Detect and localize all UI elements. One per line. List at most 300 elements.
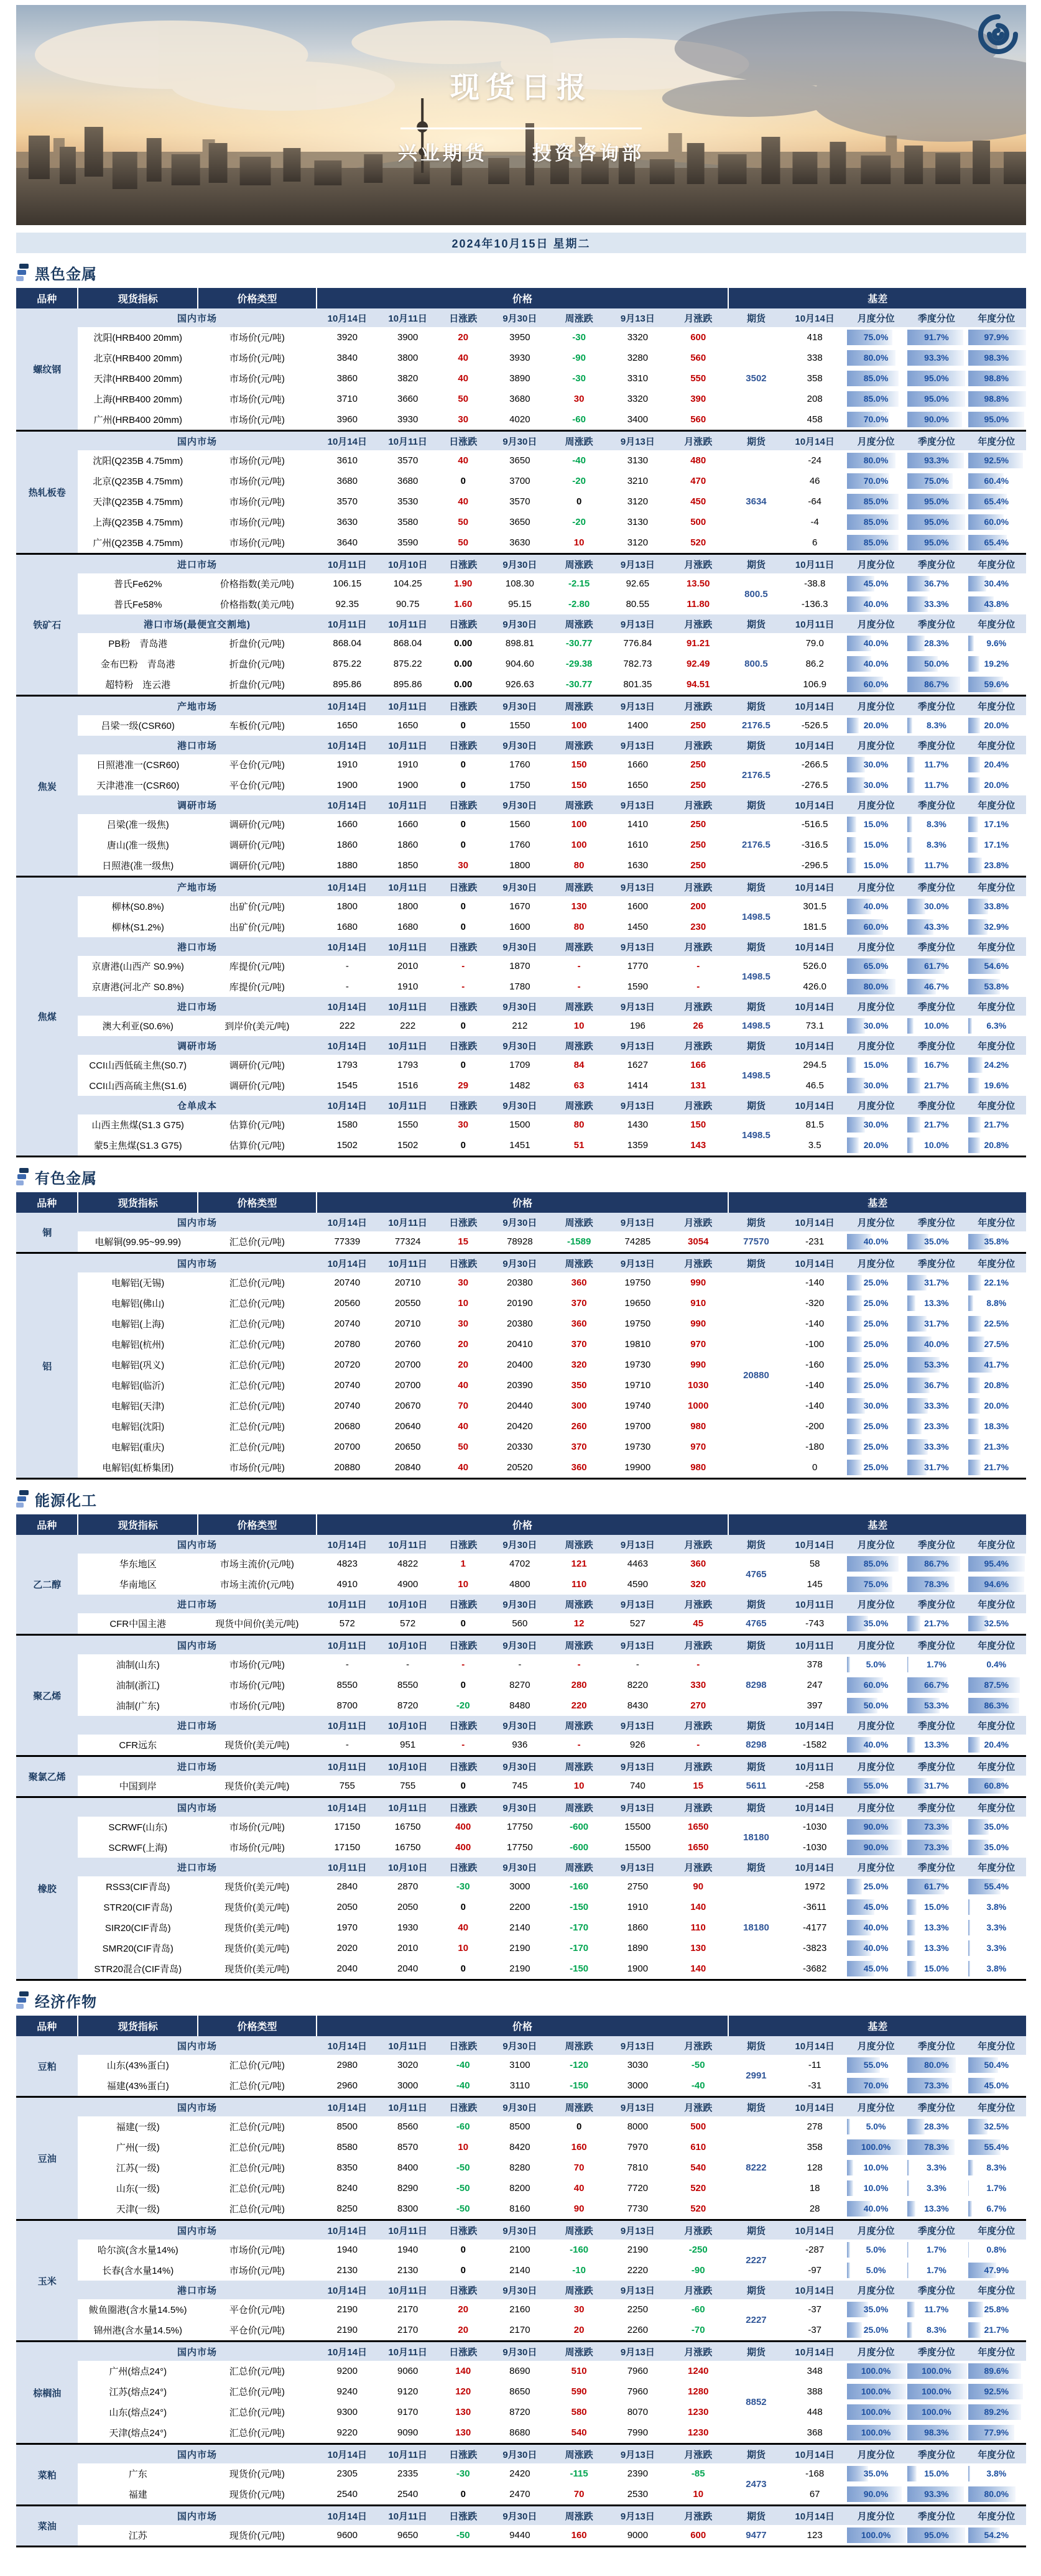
change-cell: 230 <box>668 917 728 937</box>
percentile-databar-cell: 54.6% <box>967 956 1026 976</box>
percentile-bar <box>968 1275 981 1290</box>
basis-cell: 145 <box>784 1574 845 1595</box>
change-cell: 0 <box>437 917 489 937</box>
header-col-indicator: 现货指标 <box>78 1514 198 1535</box>
price-cell: 8220 <box>608 1675 668 1695</box>
price-cell: 19730 <box>608 1355 668 1375</box>
header-col-basis-group: 基差 <box>728 1192 1026 1213</box>
column-date-label: 9月30日 <box>489 2281 550 2299</box>
header-col-basis-group: 基差 <box>728 1514 1026 1535</box>
indicator-cell: 金布巴粉 青岛港 <box>78 654 198 674</box>
percentile-databar-cell: 30.0% <box>846 1396 906 1416</box>
basis-cell: -320 <box>784 1293 845 1313</box>
price-cell: 1870 <box>489 956 550 976</box>
price-type-cell: 现货价(美元/吨) <box>198 1876 317 1897</box>
change-cell: 500 <box>668 512 728 532</box>
percentile-databar-cell: 11.7% <box>906 775 966 795</box>
percentile-databar-cell: 97.9% <box>967 327 1026 348</box>
percentile-databar-cell: 9.6% <box>967 633 1026 654</box>
price-cell: 1451 <box>489 1135 550 1157</box>
percentile-databar-cell: 15.0% <box>846 835 906 855</box>
change-cell: -170 <box>551 1917 608 1938</box>
price-cell: 3630 <box>489 532 550 554</box>
percentile-databar-cell: 70.0% <box>846 471 906 491</box>
basis-cell: -1582 <box>784 1735 845 1756</box>
price-cell: 1800 <box>489 855 550 877</box>
price-type-cell: 调研价(元/吨) <box>198 814 317 835</box>
column-date-label: 10月11日 <box>317 614 378 633</box>
price-cell: 3640 <box>317 532 378 554</box>
change-cell: 0 <box>551 2116 608 2137</box>
indicator-cell: 普氏Fe62% <box>78 573 198 594</box>
percentile-databar-cell: 25.0% <box>846 1293 906 1313</box>
column-date-label: 期货 <box>728 1036 784 1055</box>
percentile-bar <box>847 837 856 853</box>
percentile-databar-cell: 35.0% <box>846 2463 906 2484</box>
price-cell: 1680 <box>378 917 437 937</box>
price-cell: 1860 <box>378 835 437 855</box>
indicator-cell: 柳林(S0.8%) <box>78 896 198 917</box>
header-col-price-group: 价格 <box>317 2016 729 2036</box>
market-label: 进口市场 <box>78 997 316 1016</box>
column-date-label: 期货 <box>728 2444 784 2464</box>
org-name: 兴业期货 <box>398 137 488 165</box>
percentile-databar-cell: 10.0% <box>906 1016 966 1036</box>
change-cell: -10 <box>551 2260 608 2281</box>
change-cell: 300 <box>551 1396 608 1416</box>
column-date-label: 9月13日 <box>608 1535 668 1554</box>
price-cell: 2140 <box>489 2260 550 2281</box>
column-date-label: 日涨跌 <box>437 614 489 633</box>
price-cell: 7730 <box>608 2198 668 2220</box>
column-date-label: 月涨跌 <box>668 554 728 574</box>
variety-label: 热轧板卷 <box>16 431 78 554</box>
percentile-databar-cell: 25.8% <box>967 2299 1026 2320</box>
percentile-databar-cell: 8.3% <box>906 835 966 855</box>
price-cell: 1860 <box>608 1917 668 1938</box>
percentile-bar <box>968 1737 980 1753</box>
change-cell: - <box>551 956 608 976</box>
price-type-cell: 现货价(美元/吨) <box>198 1917 317 1938</box>
column-date-label: 年度分位 <box>967 736 1026 754</box>
change-cell: 0 <box>437 471 489 491</box>
column-date-label: 年度分位 <box>967 1096 1026 1114</box>
change-cell: 80 <box>551 855 608 877</box>
percentile-bar <box>847 2242 850 2258</box>
column-date-label: 10月14日 <box>784 1535 845 1554</box>
price-cell: 1590 <box>608 976 668 997</box>
price-cell: 3840 <box>317 348 378 368</box>
indicator-cell: 京唐港(河北产 S0.8%) <box>78 976 198 997</box>
percentile-databar-cell: 78.3% <box>906 1574 966 1595</box>
indicator-cell: 福建(一级) <box>78 2116 198 2137</box>
market-label: 调研市场 <box>78 795 316 814</box>
percentile-databar-cell: 19.6% <box>967 1075 1026 1096</box>
change-cell: 51 <box>551 1135 608 1157</box>
price-type-cell: 折盘价(元/吨) <box>198 674 317 696</box>
percentile-databar-cell: 35.0% <box>846 1613 906 1635</box>
change-cell: 0 <box>437 775 489 795</box>
change-cell: 160 <box>551 2137 608 2157</box>
column-date-label: 10月14日 <box>784 2342 845 2361</box>
header-col-basis-group: 基差 <box>728 2016 1026 2036</box>
price-cell: 1800 <box>378 896 437 917</box>
price-cell: 17150 <box>317 1837 378 1858</box>
price-cell: 7720 <box>608 2178 668 2198</box>
column-date-label: 9月30日 <box>489 1096 550 1114</box>
price-cell: 1550 <box>378 1114 437 1135</box>
percentile-databar-cell: 10.0% <box>846 2157 906 2178</box>
market-label: 产地市场 <box>78 877 316 897</box>
indicator-cell: SCRWF(上海) <box>78 1837 198 1858</box>
percentile-databar-cell: 15.0% <box>846 855 906 877</box>
price-cell: 2100 <box>489 2240 550 2260</box>
column-date-label: 周涨跌 <box>551 1797 608 1817</box>
column-date-label: 期货 <box>728 997 784 1016</box>
percentile-databar-cell: 75.0% <box>846 327 906 348</box>
change-cell: 80 <box>551 917 608 937</box>
percentile-bar <box>968 2160 973 2175</box>
column-date-label: 10月14日 <box>317 1253 378 1273</box>
price-cell: 3130 <box>608 450 668 471</box>
basis-cell: 378 <box>784 1654 845 1675</box>
percentile-databar-cell: 30.0% <box>846 1075 906 1096</box>
column-date-label: 9月30日 <box>489 795 550 814</box>
price-cell: 4900 <box>378 1574 437 1595</box>
percentile-databar-cell: 36.7% <box>906 1375 966 1396</box>
indicator-cell: 上海(Q235B 4.75mm) <box>78 512 198 532</box>
indicator-cell: 电解铝(杭州) <box>78 1334 198 1355</box>
basis-cell: 426.0 <box>784 976 845 997</box>
price-cell: 20760 <box>378 1334 437 1355</box>
change-cell: 970 <box>668 1334 728 1355</box>
variety-label: 豆粕 <box>16 2036 78 2097</box>
change-cell: 40 <box>437 1416 489 1437</box>
column-date-label: 周涨跌 <box>551 1253 608 1273</box>
percentile-databar-cell: 100.0% <box>846 2525 906 2547</box>
change-cell: 1000 <box>668 1396 728 1416</box>
percentile-bar <box>907 2119 925 2134</box>
change-cell: 520 <box>668 2178 728 2198</box>
column-date-label: 季度分位 <box>906 736 966 754</box>
change-cell: 450 <box>668 491 728 512</box>
price-cell: 2220 <box>608 2260 668 2281</box>
futures-price-cell: 18180 <box>728 1817 784 1858</box>
column-date-label: 10月14日 <box>784 997 845 1016</box>
price-cell: 868.04 <box>317 633 378 654</box>
price-cell: 1880 <box>317 855 378 877</box>
column-date-label: 期货 <box>728 1716 784 1735</box>
percentile-bar <box>968 1961 971 1976</box>
price-cell: 2390 <box>608 2463 668 2484</box>
indicator-cell: 广东 <box>78 2463 198 2484</box>
change-cell: - <box>668 1735 728 1756</box>
price-type-cell: 市场价(元/吨) <box>198 491 317 512</box>
price-cell: 20390 <box>489 1375 550 1396</box>
percentile-databar-cell: 13.3% <box>906 2198 966 2220</box>
column-date-label: 年度分位 <box>967 1858 1026 1876</box>
column-date-label: 期货 <box>728 1253 784 1273</box>
percentile-bar <box>968 718 980 733</box>
percentile-bar <box>968 656 979 672</box>
column-date-label: 10月11日 <box>378 1213 437 1231</box>
column-date-label: 月涨跌 <box>668 2281 728 2299</box>
futures-price-cell: 8298 <box>728 1654 784 1716</box>
percentile-databar-cell: 5.0% <box>846 1654 906 1675</box>
futures-price-cell: 4765 <box>728 1554 784 1595</box>
column-date-label: 月度分位 <box>846 1797 906 1817</box>
price-type-cell: 汇总价(元/吨) <box>198 1334 317 1355</box>
percentile-databar-cell: 21.3% <box>967 1437 1026 1457</box>
change-cell: 0 <box>437 835 489 855</box>
percentile-databar-cell: 31.7% <box>906 1313 966 1334</box>
change-cell: 50 <box>437 1437 489 1457</box>
change-cell: 0 <box>437 1613 489 1635</box>
section-title-crops <box>16 1990 1026 2010</box>
column-date-label: 月度分位 <box>846 736 906 754</box>
price-cell: 2190 <box>317 2320 378 2342</box>
column-date-label: 10月14日 <box>784 795 845 814</box>
price-cell: 78928 <box>489 1231 550 1253</box>
basis-cell: -140 <box>784 1272 845 1293</box>
change-cell: -40 <box>668 2075 728 2097</box>
price-cell: 745 <box>489 1776 550 1797</box>
price-cell: 1760 <box>489 754 550 775</box>
price-cell: 8550 <box>378 1675 437 1695</box>
column-date-label: 周涨跌 <box>551 997 608 1016</box>
column-date-label: 周涨跌 <box>551 2506 608 2526</box>
basis-cell: -37 <box>784 2299 845 2320</box>
percentile-databar-cell: 3.3% <box>906 2157 966 2178</box>
basis-cell: -316.5 <box>784 835 845 855</box>
change-cell: 26 <box>668 1016 728 1036</box>
header-col-basis-group: 基差 <box>728 288 1026 308</box>
indicator-cell: 油制(浙江) <box>78 1675 198 1695</box>
price-cell: 222 <box>317 1016 378 1036</box>
futures-price-cell: 77570 <box>728 1231 784 1253</box>
price-cell: 7970 <box>608 2137 668 2157</box>
column-date-label: 月度分位 <box>846 1716 906 1735</box>
percentile-databar-cell: 98.8% <box>967 389 1026 409</box>
column-date-label: 月度分位 <box>846 1635 906 1655</box>
change-cell: 30 <box>437 1313 489 1334</box>
change-cell: -30.77 <box>551 633 608 654</box>
price-cell: 3000 <box>608 2075 668 2097</box>
percentile-databar-cell: 100.0% <box>846 2361 906 2381</box>
price-cell: 7960 <box>608 2361 668 2381</box>
indicator-cell: 吕梁(准一级焦) <box>78 814 198 835</box>
column-date-label: 日涨跌 <box>437 2506 489 2526</box>
percentile-databar-cell: 13.3% <box>906 1293 966 1313</box>
column-date-label: 9月30日 <box>489 1716 550 1735</box>
percentile-bar <box>968 2180 969 2196</box>
price-cell: 875.22 <box>378 654 437 674</box>
change-cell: -29.38 <box>551 654 608 674</box>
price-cell: 2960 <box>317 2075 378 2097</box>
futures-price-cell: 800.5 <box>728 633 784 696</box>
column-date-label: 10月11日 <box>784 1756 845 1776</box>
change-cell: 270 <box>668 1695 728 1716</box>
column-date-label: 月度分位 <box>846 1595 906 1613</box>
report-subtitle <box>16 137 1026 165</box>
change-cell: 70 <box>551 2157 608 2178</box>
percentile-databar-cell: 65.0% <box>846 956 906 976</box>
change-cell: -30 <box>437 2463 489 2484</box>
column-date-label: 日涨跌 <box>437 736 489 754</box>
variety-label: 橡胶 <box>16 1797 78 1980</box>
column-date-label: 期货 <box>728 736 784 754</box>
change-cell: 0 <box>437 1135 489 1157</box>
column-date-label: 日涨跌 <box>437 1036 489 1055</box>
indicator-cell: 福建 <box>78 2484 198 2506</box>
price-cell: 4020 <box>489 409 550 431</box>
column-date-label: 10月11日 <box>378 937 437 956</box>
price-cell: - <box>378 1654 437 1675</box>
column-date-label: 日涨跌 <box>437 877 489 897</box>
price-cell: 8250 <box>317 2198 378 2220</box>
price-cell: 222 <box>378 1016 437 1036</box>
change-cell: 100 <box>551 814 608 835</box>
change-cell: 40 <box>437 1375 489 1396</box>
column-date-label: 年度分位 <box>967 2444 1026 2464</box>
percentile-bar <box>907 2263 909 2278</box>
percentile-databar-cell: 23.3% <box>906 1416 966 1437</box>
price-cell: 3000 <box>378 2075 437 2097</box>
indicator-cell: SCRWF(山东) <box>78 1817 198 1837</box>
percentile-databar-cell: 25.0% <box>846 1375 906 1396</box>
column-date-label: 9月30日 <box>489 2342 550 2361</box>
indicator-cell: 电解铝(天津) <box>78 1396 198 1416</box>
basis-cell: 338 <box>784 348 845 368</box>
price-type-cell: 现货价(美元/吨) <box>198 1958 317 1980</box>
column-date-label: 季度分位 <box>906 2444 966 2464</box>
column-date-label: 年度分位 <box>967 937 1026 956</box>
column-date-label: 9月13日 <box>608 1797 668 1817</box>
column-date-label: 月度分位 <box>846 2506 906 2526</box>
percentile-databar-cell: 0.8% <box>967 2240 1026 2260</box>
column-date-label: 周涨跌 <box>551 937 608 956</box>
price-cell: 1910 <box>378 754 437 775</box>
price-cell: 9220 <box>317 2422 378 2444</box>
column-date-label: 9月30日 <box>489 2444 550 2464</box>
column-date-label: 周涨跌 <box>551 2220 608 2240</box>
percentile-databar-cell: 31.7% <box>906 1457 966 1479</box>
price-cell: 15500 <box>608 1817 668 1837</box>
column-date-label: 10月11日 <box>378 2220 437 2240</box>
basis-cell: -4177 <box>784 1917 845 1938</box>
percentile-databar-cell: 40.0% <box>846 2198 906 2220</box>
price-cell: 20640 <box>378 1416 437 1437</box>
percentile-databar-cell: 24.2% <box>967 1055 1026 1075</box>
futures-price-cell: 2176.5 <box>728 754 784 795</box>
change-cell: 40 <box>437 1457 489 1479</box>
indicator-cell: 日照港准一(CSR60) <box>78 754 198 775</box>
price-cell: 2540 <box>378 2484 437 2506</box>
price-cell: 4800 <box>489 1574 550 1595</box>
change-cell: 92.49 <box>668 654 728 674</box>
percentile-bar <box>847 1057 856 1073</box>
price-cell: 3960 <box>317 409 378 431</box>
percentile-databar-cell: 61.7% <box>906 956 966 976</box>
price-cell: 1670 <box>489 896 550 917</box>
market-label: 进口市场 <box>78 554 316 574</box>
industrial-bank-logo-icon <box>976 12 1020 56</box>
price-type-cell: 市场价(元/吨) <box>198 368 317 389</box>
change-cell: 0 <box>437 2260 489 2281</box>
indicator-cell: 山东(一级) <box>78 2178 198 2198</box>
column-date-label: 9月30日 <box>489 736 550 754</box>
column-date-label: 9月13日 <box>608 308 668 327</box>
price-cell: 17150 <box>317 1817 378 1837</box>
price-cell: 8680 <box>489 2422 550 2444</box>
column-date-label: 10月14日 <box>784 696 845 716</box>
percentile-bar <box>968 1316 981 1332</box>
change-cell: 10 <box>437 1574 489 1595</box>
price-cell: 1900 <box>608 1958 668 1980</box>
change-cell: 1230 <box>668 2422 728 2444</box>
variety-label: 豆油 <box>16 2097 78 2220</box>
price-cell: 1930 <box>378 1917 437 1938</box>
percentile-databar-cell: 40.0% <box>846 896 906 917</box>
percentile-databar-cell: 73.3% <box>906 1837 966 1858</box>
futures-price-cell: 4765 <box>728 1613 784 1635</box>
column-date-label: 9月30日 <box>489 1213 550 1231</box>
price-type-cell: 车板价(元/吨) <box>198 715 317 736</box>
percentile-bar <box>907 2180 909 2196</box>
column-date-label: 月涨跌 <box>668 1535 728 1554</box>
price-cell: 8690 <box>489 2361 550 2381</box>
percentile-databar-cell: 33.8% <box>967 896 1026 917</box>
percentile-databar-cell: 60.0% <box>846 1675 906 1695</box>
column-date-label: 月度分位 <box>846 2036 906 2055</box>
column-date-label: 月度分位 <box>846 2097 906 2117</box>
percentile-databar-cell: 13.3% <box>906 1917 966 1938</box>
change-cell: 40 <box>437 491 489 512</box>
change-cell: 330 <box>668 1675 728 1695</box>
percentile-databar-cell: 35.0% <box>906 1231 966 1253</box>
percentile-databar-cell: 90.0% <box>906 409 966 431</box>
percentile-databar-cell: 8.3% <box>906 2320 966 2342</box>
change-cell: -40 <box>437 2055 489 2075</box>
price-cell: 8270 <box>489 1675 550 1695</box>
price-cell: 9090 <box>378 2422 437 2444</box>
column-date-label: 10月14日 <box>784 431 845 451</box>
column-date-label: 周涨跌 <box>551 1595 608 1613</box>
price-type-cell: 市场价(元/吨) <box>198 1654 317 1675</box>
price-cell: 20680 <box>317 1416 378 1437</box>
market-label: 进口市场 <box>78 1595 316 1613</box>
price-cell: 527 <box>608 1613 668 1635</box>
percentile-databar-cell: 3.3% <box>967 1917 1026 1938</box>
change-cell: 130 <box>551 896 608 917</box>
column-date-label: 10月11日 <box>378 696 437 716</box>
price-cell: 2420 <box>489 2463 550 2484</box>
price-cell: 77324 <box>378 1231 437 1253</box>
change-cell: -2.15 <box>551 573 608 594</box>
column-date-label: 9月13日 <box>608 795 668 814</box>
price-cell: 2130 <box>317 2260 378 2281</box>
change-cell: 0 <box>437 1776 489 1797</box>
header-col-price-type: 价格类型 <box>198 1192 317 1213</box>
price-cell: 3900 <box>378 327 437 348</box>
change-cell: -90 <box>551 348 608 368</box>
percentile-databar-cell: 17.1% <box>967 814 1026 835</box>
column-date-label: 期货 <box>728 2506 784 2526</box>
price-cell: 2250 <box>608 2299 668 2320</box>
price-type-cell: 汇总价(元/吨) <box>198 1375 317 1396</box>
change-cell: 90 <box>668 1876 728 1897</box>
percentile-databar-cell: 78.3% <box>906 2137 966 2157</box>
